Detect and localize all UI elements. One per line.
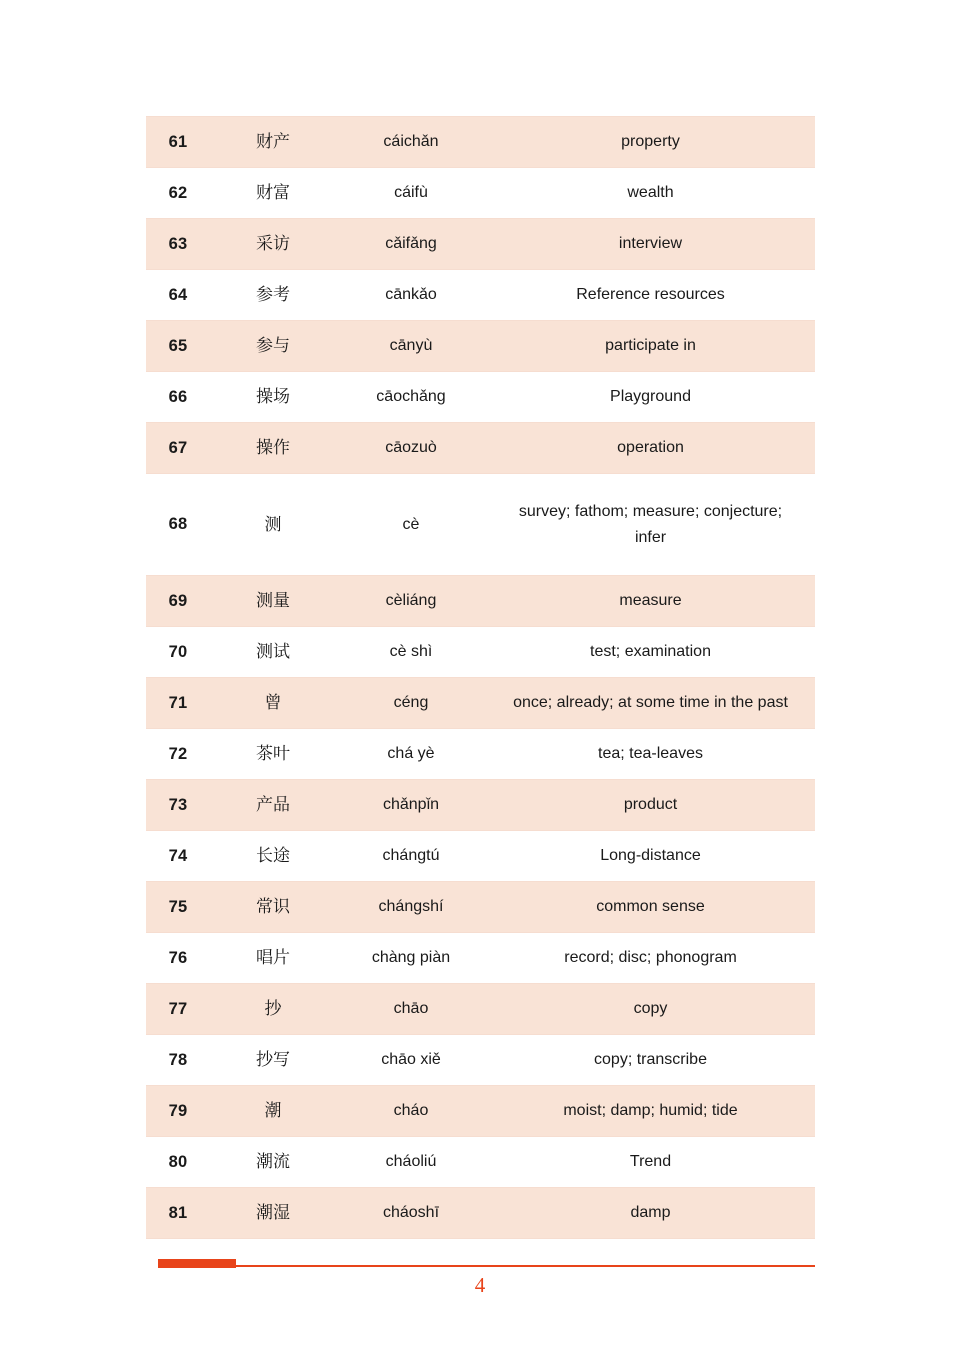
entry-index: 62 [146, 168, 210, 219]
entry-definition-line1: wealth [627, 184, 674, 202]
entry-index: 73 [146, 780, 210, 831]
entry-pinyin: cháoshī [336, 1188, 486, 1239]
entry-definition [486, 1137, 815, 1188]
entry-definition-line1: tea; tea-leaves [598, 745, 703, 763]
entry-definition-line1: test; examination [590, 643, 711, 661]
entry-index: 63 [146, 219, 210, 270]
entry-definition [486, 423, 815, 474]
page-number: 4 [474, 1273, 486, 1297]
entry-definition-line1: record; disc; phonogram [564, 949, 737, 967]
entry-index: 80 [146, 1137, 210, 1188]
table-row [146, 831, 815, 882]
entry-index: 70 [146, 627, 210, 678]
entry-hanzi: 曾 [210, 678, 336, 729]
entry-pinyin: cānkǎo [336, 270, 486, 321]
page-footer [0, 1256, 960, 1316]
entry-definition [486, 882, 815, 933]
entry-index: 65 [146, 321, 210, 372]
entry-definition [486, 117, 815, 168]
entry-index: 69 [146, 576, 210, 627]
entry-index: 78 [146, 1035, 210, 1086]
entry-hanzi: 测量 [210, 576, 336, 627]
entry-definition [486, 1035, 815, 1086]
table-row [146, 168, 815, 219]
entry-definition [486, 1188, 815, 1239]
entry-hanzi: 操场 [210, 372, 336, 423]
entry-hanzi: 抄写 [210, 1035, 336, 1086]
entry-pinyin: cǎifǎng [336, 219, 486, 270]
entry-pinyin: cānyù [336, 321, 486, 372]
table-row [146, 1086, 815, 1137]
entry-hanzi: 操作 [210, 423, 336, 474]
entry-definition-line1: measure [619, 592, 682, 610]
entry-index: 79 [146, 1086, 210, 1137]
entry-index: 61 [146, 117, 210, 168]
table-row [146, 882, 815, 933]
entry-hanzi: 常识 [210, 882, 336, 933]
entry-definition-line1: moist; damp; humid; tide [563, 1102, 738, 1120]
entry-definition [486, 831, 815, 882]
entry-definition [486, 474, 815, 576]
entry-pinyin: cáichǎn [336, 117, 486, 168]
entry-definition [486, 729, 815, 780]
table-row [146, 270, 815, 321]
entry-pinyin: cháo [336, 1086, 486, 1137]
entry-definition-line1: common sense [596, 898, 705, 916]
footer-accent-block [158, 1259, 236, 1268]
entry-definition [486, 219, 815, 270]
entry-hanzi: 财富 [210, 168, 336, 219]
entry-definition-line2: infer [634, 528, 667, 546]
entry-definition [486, 984, 815, 1035]
table-row [146, 1137, 815, 1188]
entry-pinyin: chāo [336, 984, 486, 1035]
entry-index: 75 [146, 882, 210, 933]
entry-pinyin: chángtú [336, 831, 486, 882]
entry-hanzi: 产品 [210, 780, 336, 831]
entry-index: 76 [146, 933, 210, 984]
entry-pinyin: cāozuò [336, 423, 486, 474]
table-row [146, 423, 815, 474]
table-row [146, 576, 815, 627]
entry-pinyin: chāo xiě [336, 1035, 486, 1086]
entry-hanzi: 长途 [210, 831, 336, 882]
table-row [146, 678, 815, 729]
entry-hanzi: 财产 [210, 117, 336, 168]
entry-index: 68 [146, 474, 210, 576]
entry-definition [486, 933, 815, 984]
entry-pinyin: cháoliú [336, 1137, 486, 1188]
table-row [146, 321, 815, 372]
entry-definition-line1: interview [618, 235, 683, 253]
entry-definition-line1: participate in [605, 337, 696, 355]
entry-hanzi: 测试 [210, 627, 336, 678]
entry-pinyin: chǎnpǐn [336, 780, 486, 831]
entry-definition [486, 576, 815, 627]
table-row [146, 780, 815, 831]
entry-hanzi: 参与 [210, 321, 336, 372]
entry-index: 67 [146, 423, 210, 474]
entry-definition [486, 678, 815, 729]
entry-definition [486, 372, 815, 423]
vocabulary-table [146, 116, 815, 1239]
entry-definition [486, 168, 815, 219]
entry-pinyin: cè shì [336, 627, 486, 678]
table-row [146, 219, 815, 270]
vocabulary-table-body [146, 117, 815, 1239]
entry-hanzi: 测 [210, 474, 336, 576]
entry-definition-line1: copy; transcribe [594, 1051, 707, 1069]
entry-pinyin: chá yè [336, 729, 486, 780]
entry-index: 66 [146, 372, 210, 423]
entry-definition [486, 780, 815, 831]
entry-hanzi: 潮湿 [210, 1188, 336, 1239]
table-row [146, 984, 815, 1035]
entry-definition [486, 270, 815, 321]
entry-hanzi: 潮 [210, 1086, 336, 1137]
entry-definition-line1: once; already; at some time in the past [513, 694, 788, 712]
table-row [146, 627, 815, 678]
table-row [146, 1035, 815, 1086]
footer-rule [158, 1265, 815, 1267]
table-row [146, 474, 815, 576]
entry-definition-line1: damp [630, 1204, 671, 1222]
entry-definition [486, 627, 815, 678]
entry-hanzi: 抄 [210, 984, 336, 1035]
entry-definition [486, 321, 815, 372]
entry-index: 81 [146, 1188, 210, 1239]
entry-definition-line1: Long-distance [600, 847, 701, 865]
entry-pinyin: cèliáng [336, 576, 486, 627]
entry-definition-line1: survey; fathom; measure; conjecture; [518, 502, 783, 520]
entry-hanzi: 潮流 [210, 1137, 336, 1188]
entry-hanzi: 参考 [210, 270, 336, 321]
table-row [146, 1188, 815, 1239]
entry-definition-line1: property [621, 133, 680, 151]
entry-pinyin: cāochǎng [336, 372, 486, 423]
table-row [146, 117, 815, 168]
entry-definition-line1: Playground [610, 388, 691, 406]
entry-pinyin: cáifù [336, 168, 486, 219]
entry-index: 72 [146, 729, 210, 780]
entry-hanzi: 茶叶 [210, 729, 336, 780]
entry-hanzi: 唱片 [210, 933, 336, 984]
entry-index: 64 [146, 270, 210, 321]
entry-hanzi: 采访 [210, 219, 336, 270]
entry-pinyin: chángshí [336, 882, 486, 933]
table-row [146, 729, 815, 780]
entry-definition-line1: operation [617, 439, 684, 457]
entry-definition-line1: Trend [629, 1153, 672, 1171]
entry-index: 71 [146, 678, 210, 729]
table-row [146, 933, 815, 984]
entry-index: 74 [146, 831, 210, 882]
entry-pinyin: céng [336, 678, 486, 729]
entry-definition [486, 1086, 815, 1137]
entry-pinyin: cè [336, 474, 486, 576]
entry-index: 77 [146, 984, 210, 1035]
entry-definition-line1: Reference resources [576, 286, 725, 304]
entry-definition-line1: product [623, 796, 678, 814]
entry-definition-line1: copy [633, 1000, 668, 1018]
entry-pinyin: chàng piàn [336, 933, 486, 984]
table-row [146, 372, 815, 423]
